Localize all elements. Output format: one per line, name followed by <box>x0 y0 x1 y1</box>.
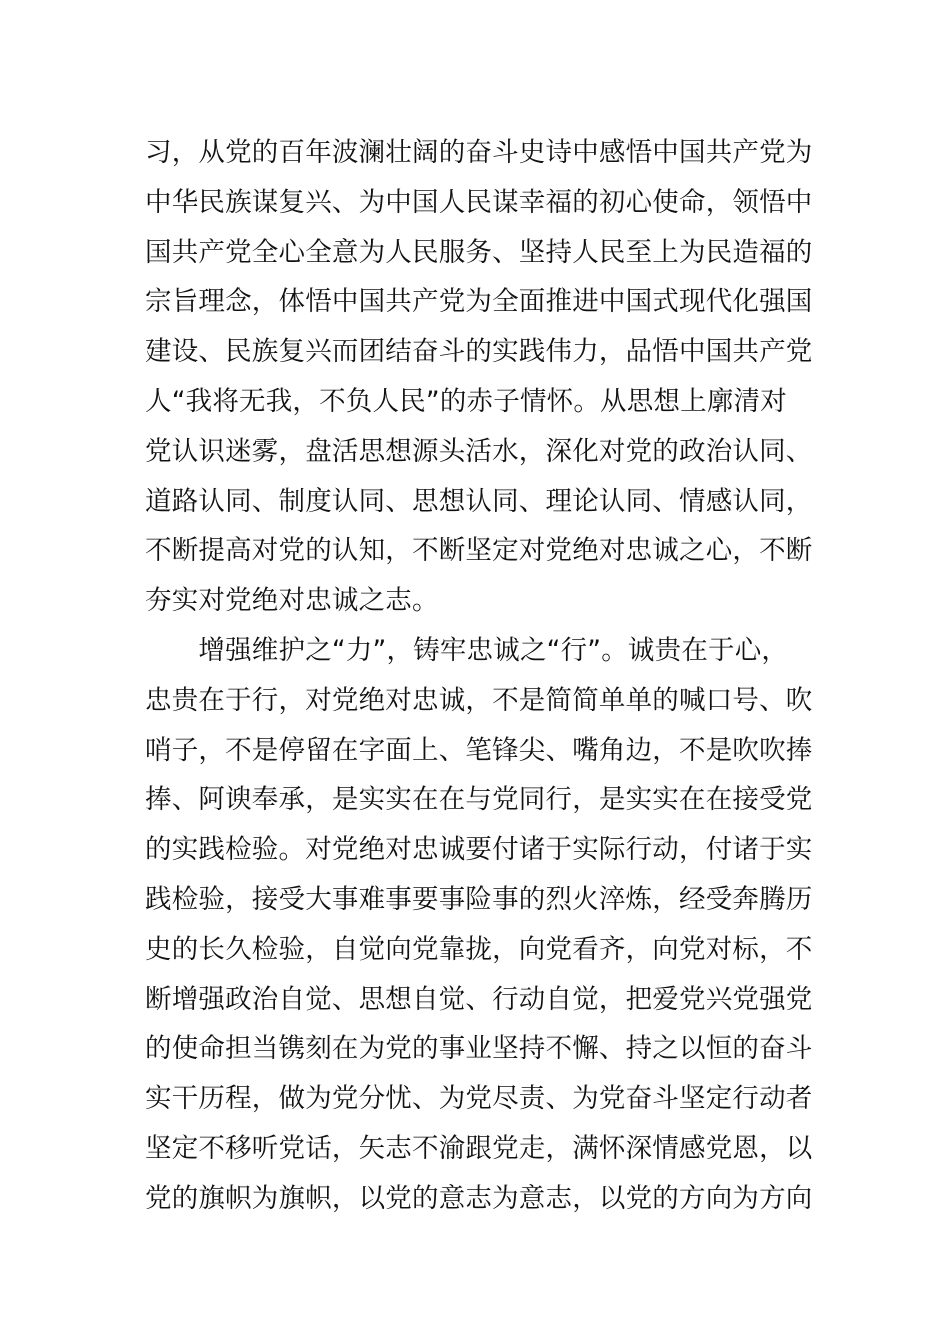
text-line: 捧、阿谀奉承，是实实在在与党同行，是实实在在接受党 <box>145 784 813 816</box>
text-line: 不断提高对党的认知，不断坚定对党绝对忠诚之心，不断 <box>145 535 813 567</box>
text-line: 建设、民族复兴而团结奋斗的实践伟力，品悟中国共产党 <box>145 336 813 368</box>
text-line: 坚定不移听党话，矢志不渝跟党走，满怀深情感党恩，以 <box>145 1132 813 1164</box>
text-line: 断增强政治自觉、思想自觉、行动自觉，把爱党兴党强党 <box>145 983 813 1015</box>
text-line: 习，从党的百年波澜壮阔的奋斗史诗中感悟中国共产党为 <box>145 137 813 168</box>
text-line: 的使命担当镌刻在为党的事业坚持不懈、持之以恒的奋斗 <box>145 1033 813 1065</box>
text-line: 践检验，接受大事难事要事险事的烈火淬炼，经受奔腾历 <box>145 883 813 915</box>
text-line: 实干历程，做为党分忧、为党尽责、为党奋斗坚定行动者 <box>145 1083 813 1115</box>
text-line: 道路认同、制度认同、思想认同、理论认同、情感认同， <box>145 485 813 517</box>
text-line: 哨子，不是停留在字面上、笔锋尖、嘴角边，不是吹吹捧 <box>145 734 813 766</box>
text-line: 夯实对党绝对忠诚之志。 <box>145 585 439 617</box>
body-text <box>145 128 845 1224</box>
text-line: 党的旗帜为旗帜，以党的意志为意志，以党的方向为方向 <box>145 1182 813 1214</box>
text-line: 国共产党全心全意为人民服务、坚持人民至上为民造福的 <box>145 236 813 268</box>
text-line: 人“我将无我，不负人民”的赤子情怀。从思想上廓清对 <box>145 385 787 417</box>
text-line: 忠贵在于行，对党绝对忠诚，不是简简单单的喊口号、吹 <box>145 684 813 716</box>
paragraph-heading-line: 增强维护之“力”，铸牢忠诚之“行”。诚贵在于心， <box>145 634 789 666</box>
text-line: 宗旨理念，体悟中国共产党为全面推进中国式现代化强国 <box>145 286 813 318</box>
text-line: 的实践检验。对党绝对忠诚要付诸于实际行动，付诸于实 <box>145 834 813 866</box>
text-line: 中华民族谋复兴、为中国人民谋幸福的初心使命，领悟中 <box>145 186 813 218</box>
text-line: 史的长久检验，自觉向党靠拢，向党看齐，向党对标，不 <box>145 933 813 965</box>
text-line: 党认识迷雾，盘活思想源头活水，深化对党的政治认同、 <box>145 435 813 467</box>
